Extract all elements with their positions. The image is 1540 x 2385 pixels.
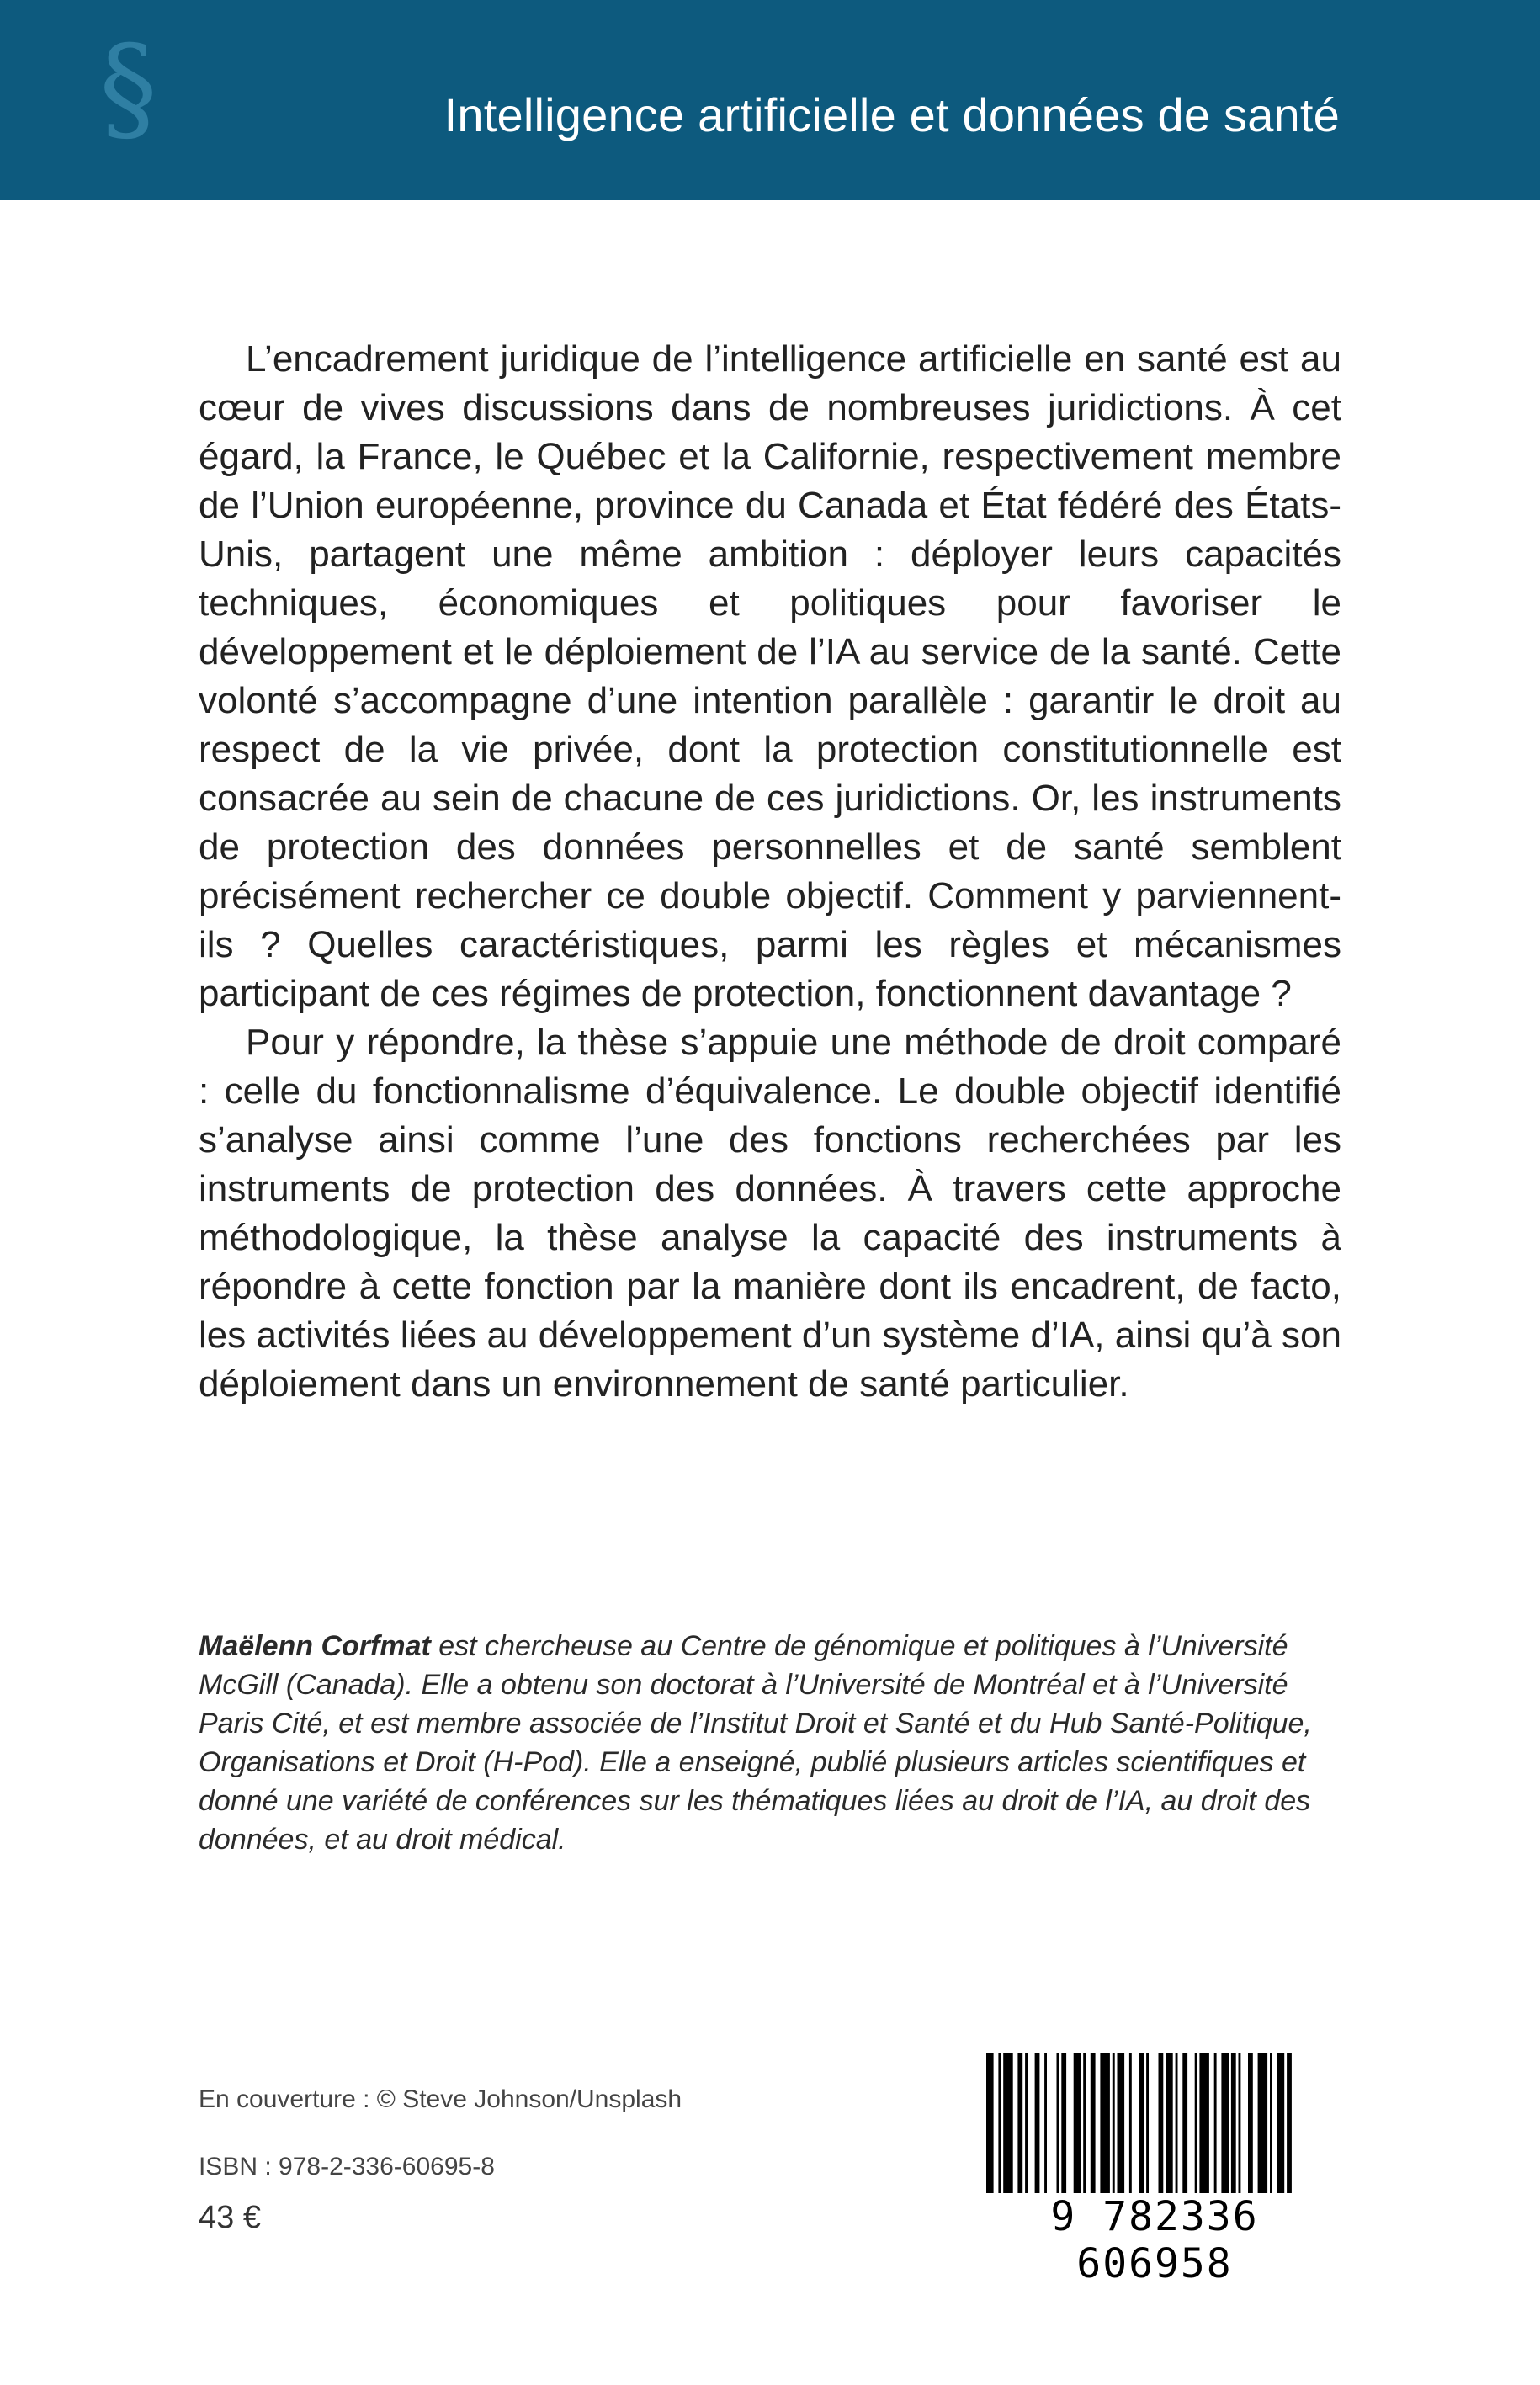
series-title: Intelligence artificielle et données de santé [443,88,1340,141]
section-symbol-logo: § [99,20,157,156]
author-name: Maëlenn Corfmat [199,1630,431,1662]
back-cover-summary [199,335,1341,1409]
author-bio [199,1627,1341,1859]
author-bio-text: est chercheuse au Centre de génomique et politiques à l’Université McGill (Canada). Elle a obtenu son doctorat à l’Université de Montréal et à l’Université Paris Cité, et est membre associée de l’Institut Droit et Santé et du Hub Santé-Politique, Organisations et Droit (H-Pod). Elle a enseigné, publié plusieurs articles scientifiques et donné une variété de conférences sur les thématiques liées au droit de l’IA, au droit des données, et au droit médical. [199,1630,1312,1856]
header-band [0,0,1540,200]
isbn-text: ISBN : 978-2-336-60695-8 [199,2153,495,2180]
price: 43 € [199,2200,261,2235]
barcode-digits: 9 782336 606958 [976,2193,1333,2287]
summary-paragraph-2: Pour y répondre, la thèse s’appuie une méthode de droit comparé : celle du fonctionnalisme d’équivalence. Le double objectif identifié s’analyse ainsi comme l’une des fonctions recherchées par les instruments de protection des données. À travers cette approche méthodologique, la thèse analyse la capacité des instruments à répondre à cette fonction par la manière dont ils encadrent, de facto, les activités liées au développement d’un système d’IA, ainsi qu’à son déploiement dans un environnement de santé particulier. [199,1022,1341,1405]
cover-credit: En couverture : © Steve Johnson/Unsplash [199,2085,682,2113]
summary-paragraph-1: L’encadrement juridique de l’intelligence artificielle en santé est au cœur de vives discussions dans de nombreuses juridictions. À cet égard, la France, le Québec et la Californie, respectivement membre de l’Union européenne, province du Canada et État fédéré des États-Unis, partagent une même ambition : déployer leurs capacités techniques, économiques et politiques pour favoriser le développement et le déploiement de l’IA au service de la santé. Cette volonté s’accompagne d’une intention parallèle : garantir le droit au respect de la vie privée, dont la protection constitutionnelle est consacrée au sein de chacune de ces juridictions. Or, les instruments de protection des données personnelles et de santé semblent précisément rechercher ce double objectif. Comment y parviennent-ils ? Quelles caractéristiques, parmi les règles et mécanismes participant de ces régimes de protection, fonctionnent davantage ? [199,338,1341,1014]
